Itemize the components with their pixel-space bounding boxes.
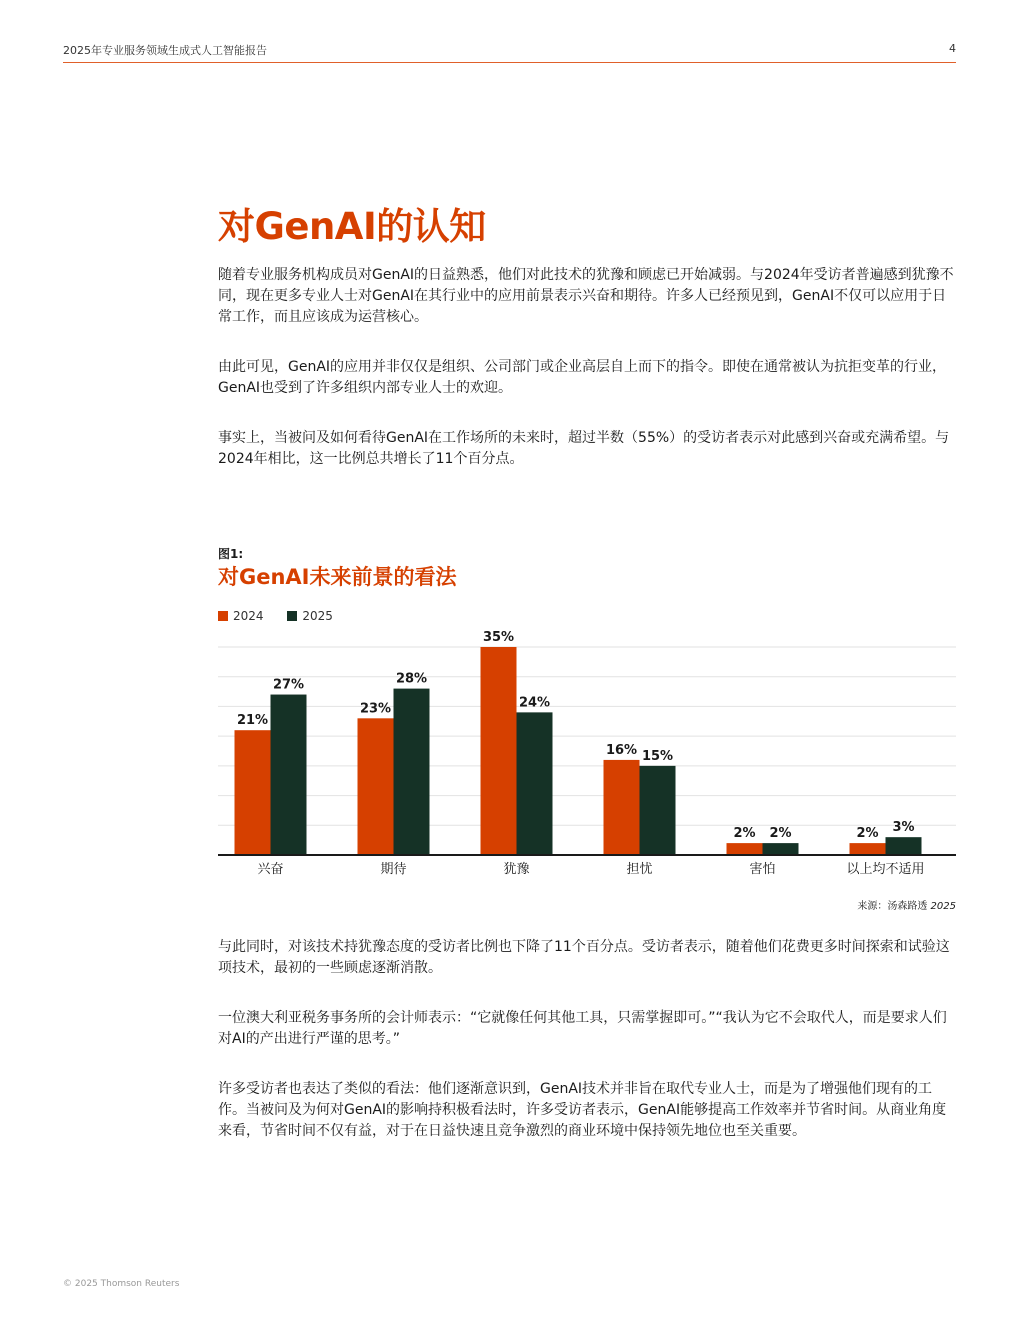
- bar-value-label: 23%: [359, 701, 392, 717]
- intro-paragraph-1: 随着专业服务机构成员对GenAI的日益熟悉，他们对此技术的犹豫和顾虑已开始减弱。与2024年受访者普遍感到犹豫不同，现在更多专业人士对GenAI在其行业中的应用前景表示兴奋和期待。许多人已经预见到，GenAI不仅可以应用于日常工作，而且应该成为运营核心。: [218, 267, 954, 325]
- category-label: 以上均不适用: [846, 862, 925, 877]
- document-title: 2025年专业服务领域生成式人工智能报告: [63, 44, 267, 57]
- chart-source: [857, 897, 956, 912]
- category-label: 害怕: [749, 862, 776, 877]
- source-label: 来源：汤森路透: [857, 901, 928, 912]
- category-label: 兴奋: [257, 862, 284, 877]
- category-label: 期待: [380, 862, 407, 877]
- page-title: 对GenAI的认知: [218, 205, 486, 248]
- legend-label-2024: 2024: [233, 609, 264, 623]
- category-label: 犹豫: [503, 862, 530, 877]
- page-number: 4: [949, 42, 956, 55]
- body-paragraph-2: 一位澳大利亚税务事务所的会计师表示：“它就像任何其他工具，只需掌握即可。”“我认为它不会取代人，而是要求人们对AI的产出进行严谨的思考。”: [218, 1010, 947, 1047]
- intro-paragraph-3: 事实上，当被问及如何看待GenAI在工作场所的未来时，超过半数（55%）的受访者表示对此感到兴奋或充满希望。与2024年相比，这一比例总共增长了11个百分点。: [218, 430, 950, 467]
- bar-value-label: 3%: [892, 820, 915, 836]
- intro-paragraph-2: 由此可见，GenAI的应用并非仅仅是组织、公司部门或企业高层自上而下的指令。即使在通常被认为抗拒变革的行业，GenAI也受到了许多组织内部专业人士的欢迎。: [218, 359, 947, 396]
- bar-2025-5: [886, 837, 922, 855]
- bar-value-label: 24%: [518, 695, 551, 711]
- bar-value-label: 35%: [482, 630, 515, 645]
- bar-2024-5: [850, 843, 886, 855]
- bar-2024-3: [604, 760, 640, 855]
- figure-label: 图1:: [218, 547, 244, 561]
- bar-2024-0: [235, 730, 271, 855]
- bar-2025-3: [640, 766, 676, 855]
- bar-2025-1: [394, 689, 430, 855]
- category-label: 担忧: [626, 862, 653, 877]
- bar-2025-2: [517, 712, 553, 855]
- bar-value-label: 16%: [605, 742, 638, 758]
- bar-2025-0: [271, 695, 307, 855]
- body-paragraph-1: 与此同时，对该技术持犹豫态度的受访者比例也下降了11个百分点。受访者表示，随着他们花费更多时间探索和试验这项技术，最初的一些顾虑逐渐消散。: [218, 939, 950, 976]
- body-text: [218, 937, 958, 1171]
- bar-2024-2: [481, 647, 517, 855]
- bar-value-label: 2%: [856, 826, 879, 842]
- bar-value-label: 2%: [733, 826, 756, 842]
- body-paragraph-3: 许多受访者也表达了类似的看法：他们逐渐意识到，GenAI技术并非旨在取代专业人士，而是为了增强他们现有的工作。当被问及为何对GenAI的影响持积极看法时，许多受访者表示，GenAI能够提高工作效率并节省时间。从商业角度来看，节省时间不仅有益，对于在日益快速且竞争激烈的商业环境中保持领先地位也至关重要。: [218, 1081, 947, 1139]
- bar-value-label: 2%: [769, 826, 792, 842]
- bar-value-label: 15%: [641, 748, 674, 764]
- bar-2024-1: [358, 718, 394, 855]
- figure-title: 对GenAI未来前景的看法: [218, 565, 457, 589]
- source-year: 2025: [930, 901, 956, 912]
- bar-value-label: 28%: [395, 671, 428, 687]
- bar-2024-4: [727, 843, 763, 855]
- bar-value-label: 27%: [272, 677, 305, 693]
- bar-2025-4: [763, 843, 799, 855]
- legend-label-2025: 2025: [302, 609, 333, 623]
- bar-value-label: 21%: [236, 713, 269, 729]
- footer-copyright: © 2025 Thomson Reuters: [63, 1279, 180, 1289]
